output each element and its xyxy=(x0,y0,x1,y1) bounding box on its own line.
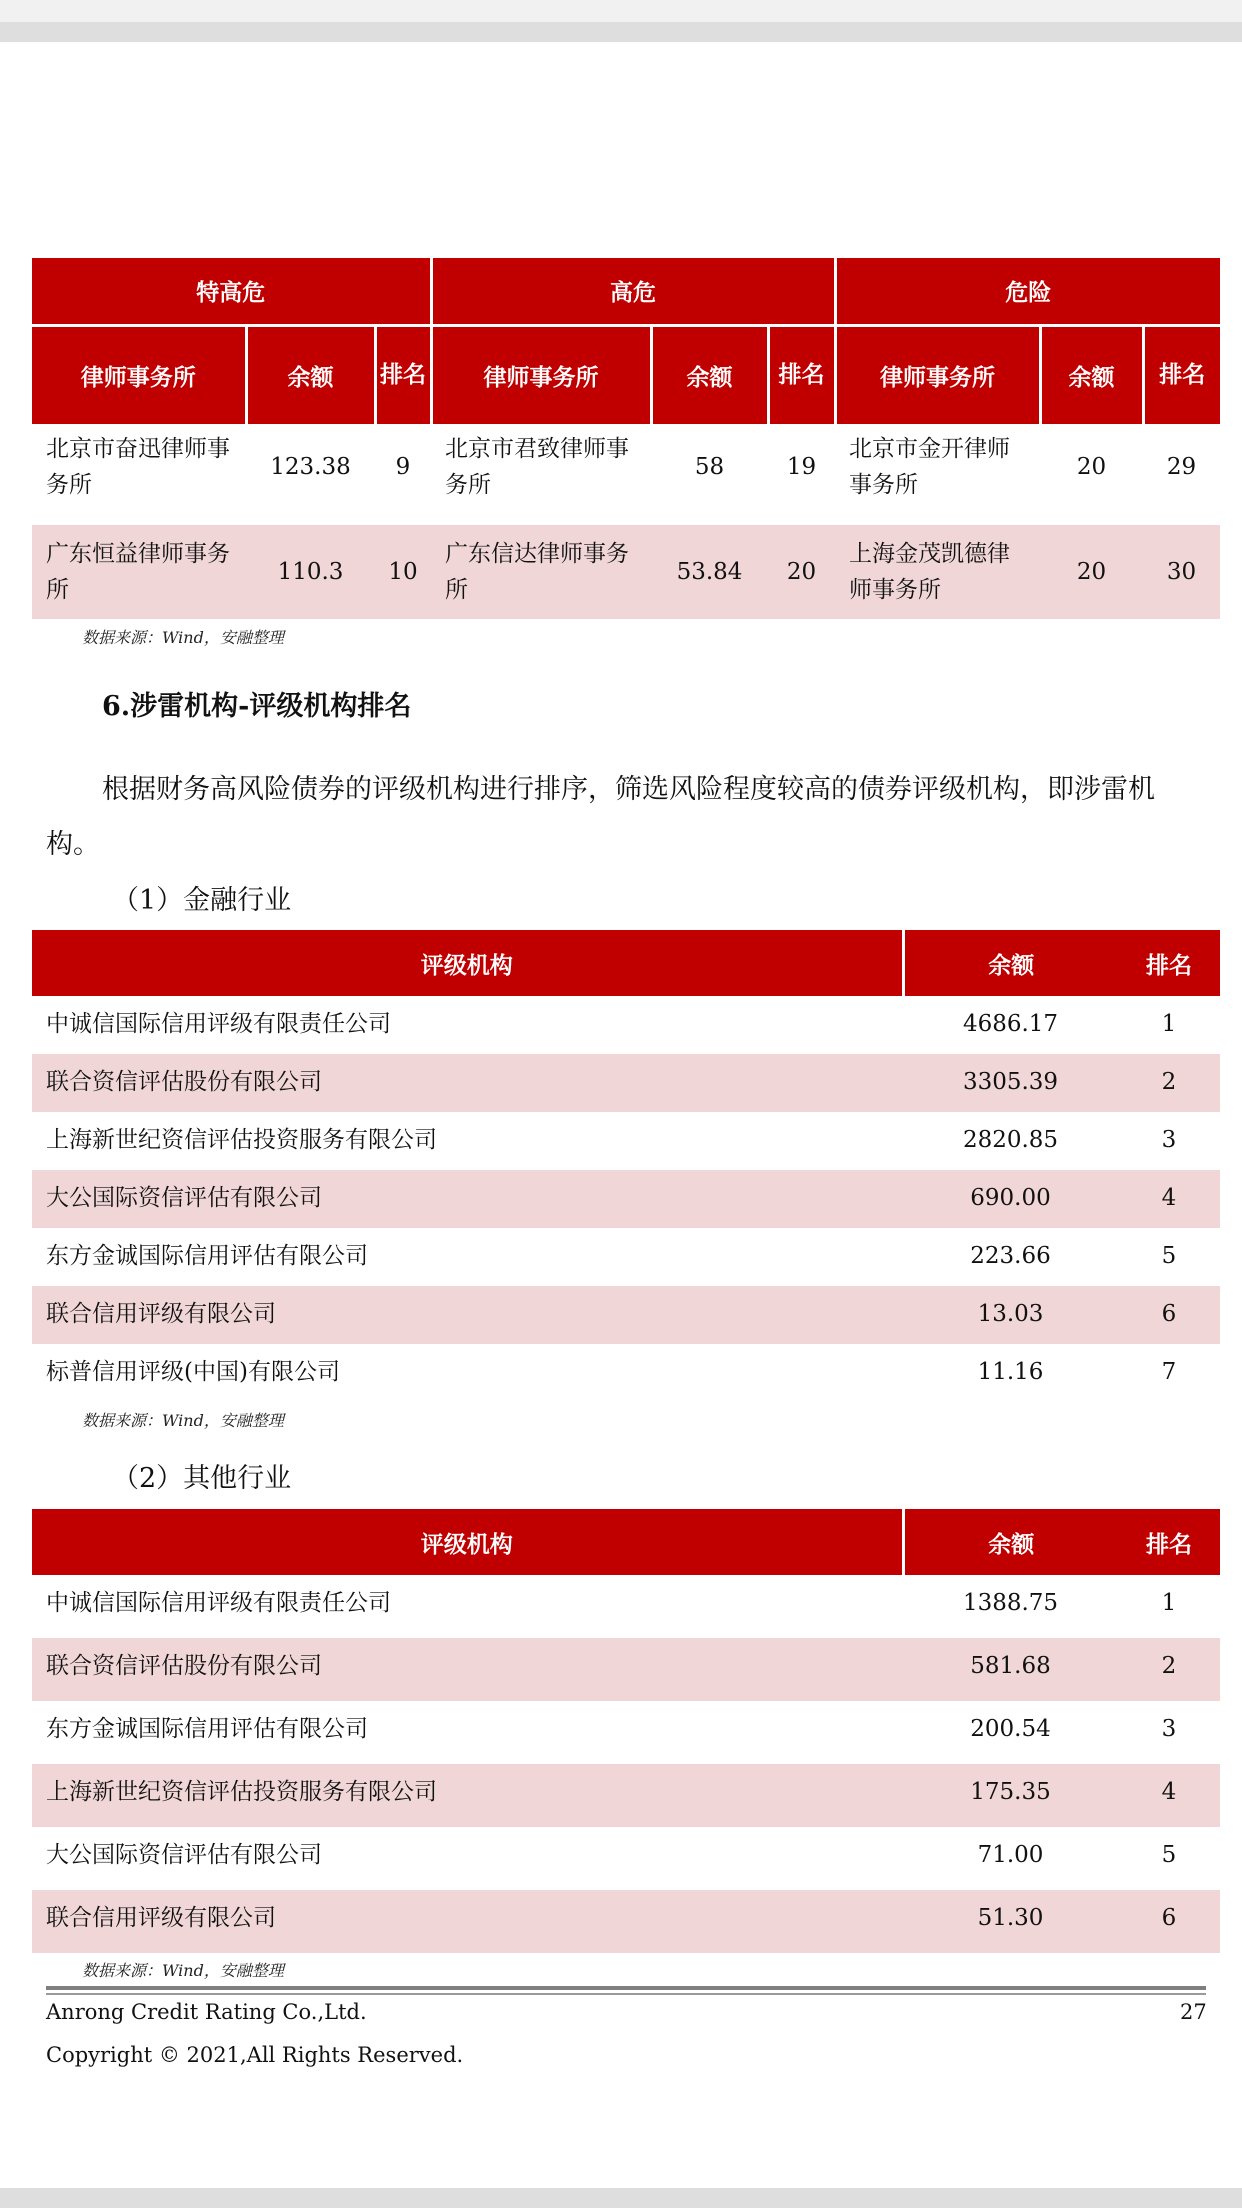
table-row xyxy=(32,1764,1220,1827)
row-spacer xyxy=(32,510,1220,525)
col-header-rank: 排名 xyxy=(375,325,431,424)
rank: 1 xyxy=(1161,1590,1177,1616)
agency-name: 东方金诚国际信用评估有限公司 xyxy=(46,1716,368,1742)
col-header-amount: 余额 xyxy=(1040,325,1143,424)
rank: 5 xyxy=(1161,1842,1177,1868)
firm-name: 北京市君致律师事务所 xyxy=(445,436,629,498)
amount: 123.38 xyxy=(270,454,351,480)
amount: 11.16 xyxy=(977,1359,1044,1385)
table-row xyxy=(32,424,1220,510)
col-header-firm: 律师事务所 xyxy=(431,325,651,424)
source-note: 数据来源：Wind，安融整理 xyxy=(82,1961,284,1980)
table-row xyxy=(32,1286,1220,1344)
col-header-amount: 余额 xyxy=(903,1509,1118,1575)
other-subtitle: （2）其他行业 xyxy=(112,1463,292,1494)
firm-name: 上海金茂凯德律师事务所 xyxy=(849,541,1011,603)
rank: 3 xyxy=(1161,1716,1177,1742)
rank: 5 xyxy=(1161,1243,1177,1269)
amount: 690.00 xyxy=(970,1185,1051,1211)
lawyer-firm-table xyxy=(32,258,1220,619)
financial-subtitle: （1）金融行业 xyxy=(112,885,292,916)
agency-name: 联合资信评估股份有限公司 xyxy=(46,1069,322,1095)
rank: 20 xyxy=(786,559,817,585)
agency-name: 联合信用评级有限公司 xyxy=(46,1301,276,1327)
col-header-rank: 排名 xyxy=(1118,930,1220,996)
agency-name: 东方金诚国际信用评估有限公司 xyxy=(46,1243,368,1269)
rank: 7 xyxy=(1161,1359,1177,1385)
amount: 58 xyxy=(694,454,725,480)
amount: 20 xyxy=(1076,559,1107,585)
firm-name: 广东信达律师事务所 xyxy=(445,541,629,603)
col-header-amount: 余额 xyxy=(651,325,768,424)
rank: 3 xyxy=(1161,1127,1177,1153)
agency-name: 中诚信国际信用评级有限责任公司 xyxy=(46,1590,391,1616)
agency-name: 大公国际资信评估有限公司 xyxy=(46,1185,322,1211)
col-header-firm: 律师事务所 xyxy=(835,325,1040,424)
table-row xyxy=(32,1344,1220,1402)
rank: 2 xyxy=(1161,1653,1177,1679)
other-rating-table xyxy=(32,1509,1220,1953)
rank: 19 xyxy=(786,454,817,480)
amount: 223.66 xyxy=(970,1243,1051,1269)
agency-name: 上海新世纪资信评估投资服务有限公司 xyxy=(46,1127,437,1153)
amount: 175.35 xyxy=(970,1779,1051,1805)
table-row xyxy=(32,525,1220,619)
group-header-high: 高危 xyxy=(431,258,835,325)
viewer-top-bar xyxy=(0,0,1242,42)
rank: 10 xyxy=(388,559,418,585)
rank: 1 xyxy=(1161,1011,1177,1037)
table-row xyxy=(32,1228,1220,1286)
amount: 110.3 xyxy=(277,559,344,585)
firm-name: 广东恒益律师事务所 xyxy=(46,541,230,603)
section-heading: 6.涉雷机构-评级机构排名 xyxy=(102,691,412,722)
agency-name: 大公国际资信评估有限公司 xyxy=(46,1842,322,1868)
viewer-bottom-bar xyxy=(0,2188,1242,2208)
table-row xyxy=(32,1575,1220,1638)
col-header-firm: 律师事务所 xyxy=(32,325,246,424)
table-row xyxy=(32,1701,1220,1764)
table-row xyxy=(32,1638,1220,1701)
agency-name: 联合信用评级有限公司 xyxy=(46,1905,276,1931)
col-header-agency: 评级机构 xyxy=(32,1509,903,1575)
col-header-amount: 余额 xyxy=(246,325,375,424)
footer-divider xyxy=(46,1993,1206,1995)
agency-name: 标普信用评级(中国)有限公司 xyxy=(46,1359,340,1385)
source-note: 数据来源：Wind，安融整理 xyxy=(82,628,284,647)
col-header-amount: 余额 xyxy=(903,930,1118,996)
col-header-rank: 排名 xyxy=(768,325,835,424)
page-number: 27 xyxy=(1180,2000,1207,2024)
amount: 200.54 xyxy=(970,1716,1051,1742)
agency-name: 中诚信国际信用评级有限责任公司 xyxy=(46,1011,391,1037)
rank: 29 xyxy=(1166,454,1197,480)
rank: 6 xyxy=(1161,1905,1177,1931)
group-header-risk: 危险 xyxy=(835,258,1220,325)
rank: 4 xyxy=(1161,1779,1177,1805)
table-row xyxy=(32,1112,1220,1170)
footer-company: Anrong Credit Rating Co.,Ltd. xyxy=(46,2000,367,2024)
firm-name: 北京市金开律师事务所 xyxy=(849,436,1011,498)
agency-name: 上海新世纪资信评估投资服务有限公司 xyxy=(46,1779,437,1805)
amount: 581.68 xyxy=(970,1653,1051,1679)
amount: 51.30 xyxy=(977,1905,1044,1931)
col-header-rank: 排名 xyxy=(1143,325,1220,424)
amount: 13.03 xyxy=(977,1301,1044,1327)
amount: 2820.85 xyxy=(962,1127,1059,1153)
col-header-agency: 评级机构 xyxy=(32,930,903,996)
amount: 53.84 xyxy=(676,559,743,585)
source-note: 数据来源：Wind，安融整理 xyxy=(82,1411,284,1430)
rank: 9 xyxy=(395,454,411,480)
agency-name: 联合资信评估股份有限公司 xyxy=(46,1653,322,1679)
footer-copyright: Copyright © 2021,All Rights Reserved. xyxy=(46,2043,464,2067)
rank: 2 xyxy=(1161,1069,1177,1095)
body-paragraph: 根据财务高风险债券的评级机构进行排序，筛选风险程度较高的债券评级机构，即涉雷机构。 xyxy=(46,774,1155,860)
financial-rating-table xyxy=(32,930,1220,1402)
amount: 1388.75 xyxy=(962,1590,1059,1616)
amount: 4686.17 xyxy=(962,1011,1059,1037)
footer-divider xyxy=(46,1986,1206,1990)
col-header-rank: 排名 xyxy=(1118,1509,1220,1575)
table-row xyxy=(32,1827,1220,1890)
table-row xyxy=(32,1170,1220,1228)
rank: 6 xyxy=(1161,1301,1177,1327)
amount: 20 xyxy=(1076,454,1107,480)
firm-name: 北京市奋迅律师事务所 xyxy=(46,436,230,498)
table-row xyxy=(32,1054,1220,1112)
table-row xyxy=(32,1890,1220,1953)
rank: 4 xyxy=(1161,1185,1177,1211)
table-row xyxy=(32,996,1220,1054)
amount: 71.00 xyxy=(977,1842,1044,1868)
group-header-extreme: 特高危 xyxy=(32,258,431,325)
amount: 3305.39 xyxy=(962,1069,1059,1095)
rank: 30 xyxy=(1166,559,1197,585)
